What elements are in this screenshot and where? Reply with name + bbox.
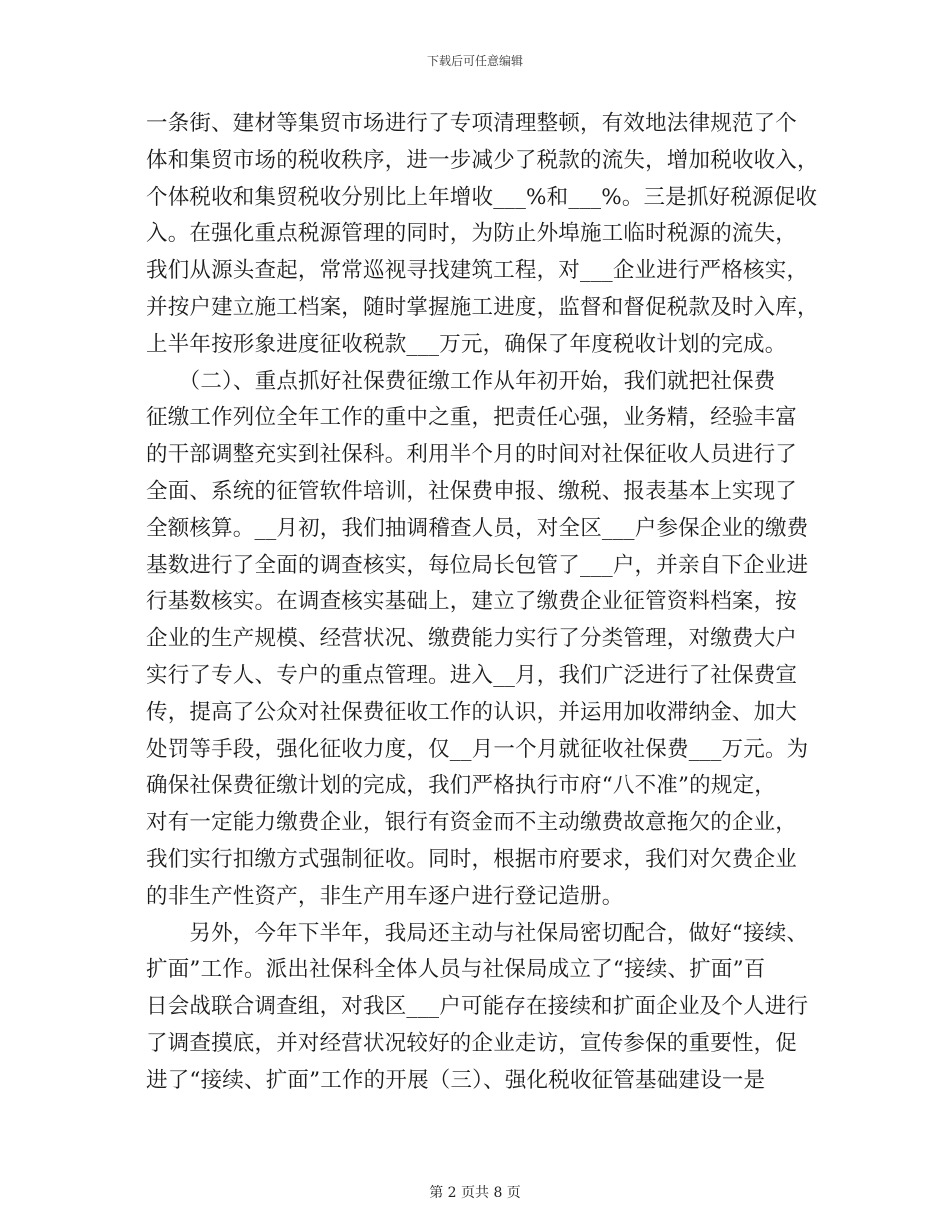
text-line: 上半年按形象进度征收税款___万元，确保了年度税收计划的完成。	[146, 331, 787, 357]
text-line: 体和集贸市场的税收秩序，进一步减少了税款的流失，增加税收收入，	[146, 147, 819, 173]
text-line: 的非生产性资产，非生产用车逐户进行登记造册。	[146, 883, 624, 909]
text-line: （二）、重点抓好社保费征缴工作从年初开始，我们就把社保费	[146, 368, 776, 394]
text-line: 我们从源头查起，常常巡视寻找建筑工程，对___企业进行严格核实，	[146, 258, 809, 284]
text-line: 全额核算。__月初，我们抽调稽查人员，对全区___户参保企业的缴费	[146, 515, 809, 541]
document-body	[146, 106, 819, 1100]
text-line: 进了“接续、扩面”工作的开展（三）、强化税收征管基础建设一是	[146, 1067, 766, 1093]
text-line: 全面、系统的征管软件培训，社保费申报、缴税、报表基本上实现了	[146, 478, 798, 504]
text-line: 扩面”工作。派出社保科全体人员与社保局成立了“接续、扩面”百	[146, 957, 766, 983]
text-line: 我们实行扣缴方式强制征收。同时，根据市府要求，我们对欠费企业	[146, 846, 798, 872]
text-line: 一条街、建材等集贸市场进行了专项清理整顿，有效地法律规范了个	[146, 111, 798, 136]
text-line: 处罚等手段，强化征收力度，仅__月一个月就征收社保费___万元。为	[146, 736, 809, 762]
page-footer: 第 2 页共 8 页	[429, 1185, 521, 1201]
text-line: 日会战联合调查组，对我区___户可能存在接续和扩面企业及个人进行	[146, 994, 809, 1020]
text-line: 对有一定能力缴费企业，银行有资金而不主动缴费故意拖欠的企业，	[146, 810, 798, 836]
text-line: 入。在强化重点税源管理的同时，为防止外埠施工临时税源的流失，	[146, 221, 798, 247]
text-line: 并按户建立施工档案，随时掌握施工进度，监督和督促税款及时入库，	[146, 294, 819, 320]
page-header: 下载后可任意编辑	[426, 54, 523, 68]
text-line: 个体税收和集贸税收分别比上年增收___%和___%。三是抓好税源促收	[146, 184, 818, 210]
text-line: 另外，今年下半年，我局还主动与社保局密切配合，做好“接续、	[146, 920, 809, 946]
text-line: 了调查摸底，并对经营状况较好的企业走访，宣传参保的重要性，促	[146, 1030, 798, 1056]
text-line: 行基数核实。在调查核实基础上，建立了缴费企业征管资料档案，按	[146, 589, 798, 615]
text-line: 实行了专人、专户的重点管理。进入__月，我们广泛进行了社保费宣	[146, 662, 798, 688]
text-line: 征缴工作列位全年工作的重中之重，把责任心强，业务精，经验丰富	[146, 405, 798, 431]
text-line: 基数进行了全面的调查核实，每位局长包管了___户，并亲自下企业进	[146, 552, 809, 578]
text-line: 确保社保费征缴计划的完成，我们严格执行市府“八不准”的规定，	[146, 773, 776, 799]
text-line: 企业的生产规模、经营状况、缴费能力实行了分类管理，对缴费大户	[146, 626, 798, 652]
text-line: 传，提高了公众对社保费征收工作的认识，并运用加收滞纳金、加大	[146, 699, 798, 725]
text-line: 的干部调整充实到社保科。利用半个月的时间对社保征收人员进行了	[146, 442, 798, 468]
